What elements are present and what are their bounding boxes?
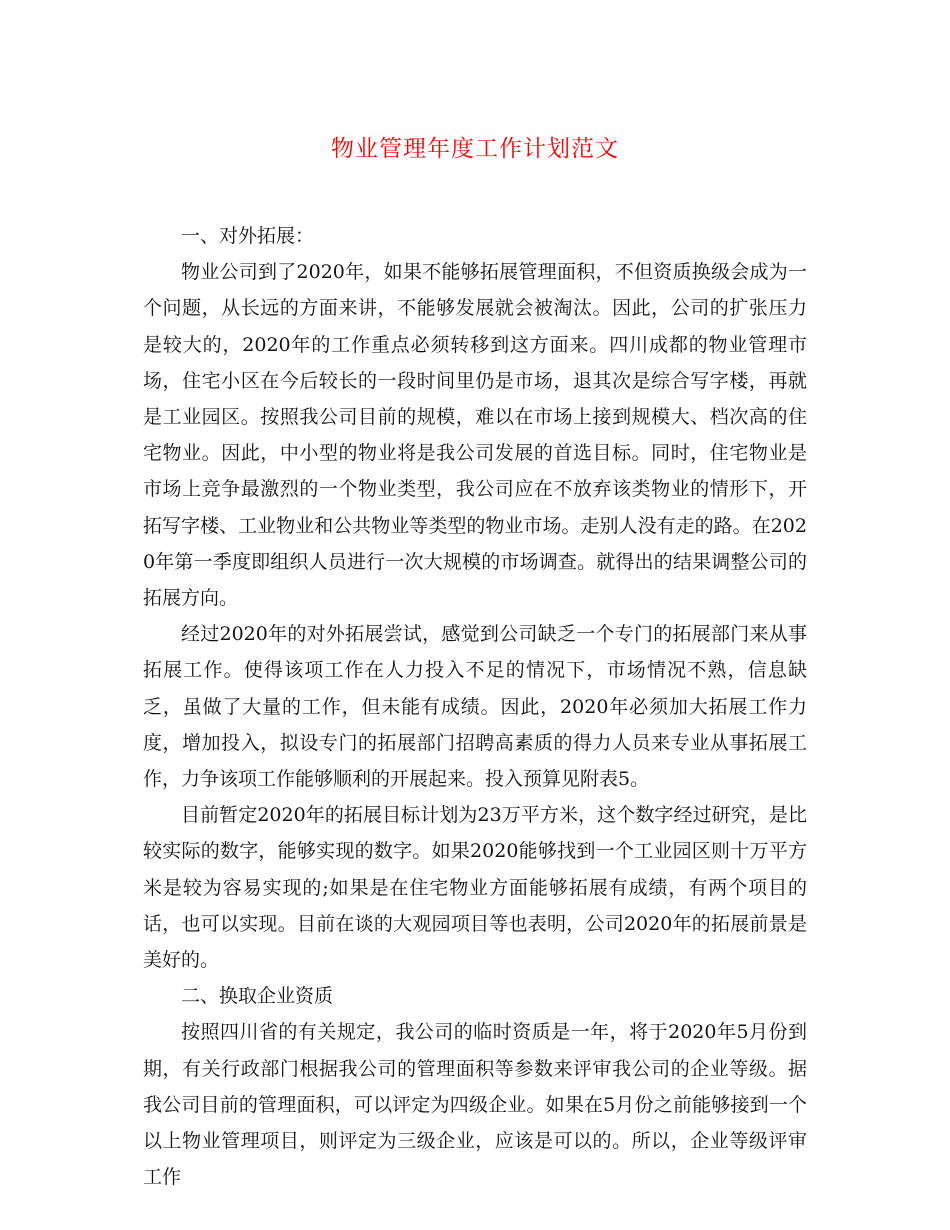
- paragraph: 按照四川省的有关规定，我公司的临时资质是一年，将于2020年5月份到期，有关行政部门根据我公司的管理面积等参数来评审我公司的企业等级。据我公司目前的管理面积，可以评定为四级企业。如果在5月份之前能够接到一个以上物业管理项目，则评定为三级企业，应该是可以的。所以，企业等级评审工作: [143, 1021, 807, 1189]
- document-title: 物业管理年度工作计划范文: [331, 136, 619, 162]
- paragraph: 物业公司到了2020年，如果不能够拓展管理面积，不但资质换级会成为一个问题，从长远的方面来讲，不能够发展就会被淘汰。因此，公司的扩张压力是较大的，2020年的工作重点必须转移到这方面来。四川成都的物业管理市场，住宅小区在今后较长的一段时间里仍是市场，退其次是综合写字楼，再就是工业园区。按照我公司目前的规模，难以在市场上接到规模大、档次高的住宅物业。因此，中小型的物业将是我公司发展的首选目标。同时，住宅物业是市场上竞争最激烈的一个物业类型，我公司应在不放弃该类物业的情形下，开拓写字楼、工业物业和公共物业等类型的物业市场。走别人没有走的路。在2020年第一季度即组织人员进行一次大规模的市场调查。就得出的结果调整公司的拓展方向。: [143, 261, 807, 610]
- section-heading-enterprise-qualification: 二、换取企业资质: [181, 985, 334, 1008]
- document-body: [143, 218, 807, 1195]
- paragraph: 经过2020年的对外拓展尝试，感觉到公司缺乏一个专门的拓展部门来从事拓展工作。使得该项工作在人力投入不足的情况下，市场情况不熟，信息缺乏，虽做了大量的工作，但未能有成绩。因此，2020年必须加大拓展工作力度，增加投入，拟设专门的拓展部门招聘高素质的得力人员来专业从事拓展工作，力争该项工作能够顺利的开展起来。投入预算见附表5。: [143, 623, 807, 791]
- section-heading-external-expansion: 一、对外拓展：: [181, 225, 315, 247]
- paragraph: 目前暂定2020年的拓展目标计划为23万平方米，这个数字经过研究，是比较实际的数字，能够实现的数字。如果2020能够找到一个工业园区则十万平方米是较为容易实现的;如果是在住宅物业方面能够拓展有成绩，有两个项目的话，也可以实现。目前在谈的大观园项目等也表明，公司2020年的拓展前景是美好的。: [143, 804, 807, 972]
